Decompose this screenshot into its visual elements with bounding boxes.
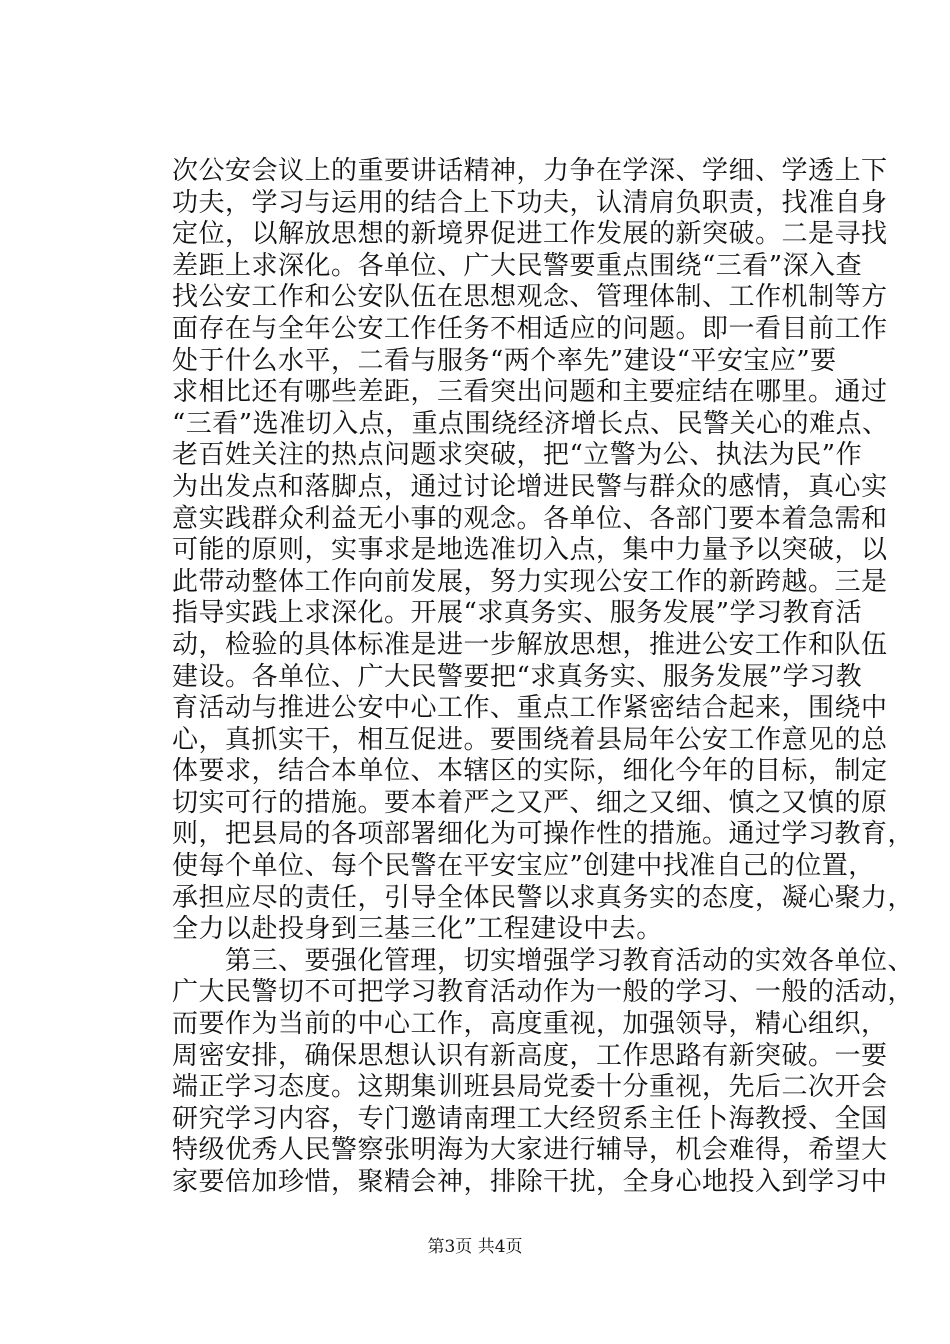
text-line: 育活动与推进公安中心工作、重点工作紧密结合起来，围绕中 <box>172 693 888 724</box>
text-line: 使每个单位、每个民警在平安宝应”创建中找准自己的位置， <box>172 851 875 882</box>
text-line: 心，真抓实干，相互促进。要围绕着县局年公安工作意见的总 <box>172 724 888 755</box>
text-line: 研究学习内容，专门邀请南理工大经贸系主任卜海教授、全国 <box>172 1103 888 1134</box>
text-line: 处于什么水平，二看与服务“两个率先”建设“平安宝应”要 <box>172 345 837 376</box>
text-line: 特级优秀人民警察张明海为大家进行辅导，机会难得，希望大 <box>172 1135 888 1166</box>
text-line: 建设。各单位、广大民警要把“求真务实、服务发展”学习教 <box>172 661 863 692</box>
text-line: 老百姓关注的热点问题求突破，把“立警为公、执法为民”作 <box>172 440 863 471</box>
text-line: 广大民警切不可把学习教育活动作为一般的学习、一般的活动， <box>172 977 915 1008</box>
text-line: 找公安工作和公安队伍在思想观念、管理体制、工作机制等方 <box>172 282 888 313</box>
page-number-footer: 第3页 共4页 <box>427 1237 523 1257</box>
text-line: 功夫，学习与运用的结合上下功夫，认清肩负职责，找准自身 <box>172 187 888 218</box>
text-line: 次公安会议上的重要讲话精神，力争在学深、学细、学透上下 <box>172 156 888 186</box>
text-line: 此带动整体工作向前发展，努力实现公安工作的新跨越。三是 <box>172 566 888 597</box>
text-line: 动，检验的具体标准是进一步解放思想，推进公安工作和队伍 <box>172 629 888 660</box>
text-line: 为出发点和落脚点，通过讨论增进民警与群众的感情，真心实 <box>172 471 888 502</box>
text-line: 周密安排，确保思想认识有新高度，工作思路有新突破。一要 <box>172 1040 888 1071</box>
text-line: “三看”选准切入点，重点围绕经济增长点、民警关心的难点、 <box>172 408 889 439</box>
text-line: 承担应尽的责任，引导全体民警以求真务实的态度，凝心聚力， <box>172 882 915 913</box>
text-line: 差距上求深化。各单位、广大民警要重点围绕“三看”深入查 <box>172 250 863 281</box>
text-line: 切实可行的措施。要本着严之又严、细之又细、慎之又慎的原 <box>172 787 888 818</box>
paragraph-start-line: 第三、要强化管理，切实增强学习教育活动的实效各单位、 <box>172 945 915 976</box>
text-line: 求相比还有哪些差距，三看突出问题和主要症结在哪里。通过 <box>172 377 888 408</box>
text-line: 指导实践上求深化。开展“求真务实、服务发展”学习教育活 <box>172 598 863 629</box>
text-line: 而要作为当前的中心工作，高度重视，加强领导，精心组织， <box>172 1009 888 1040</box>
text-line: 可能的原则，实事求是地选准切入点，集中力量予以突破，以 <box>172 535 888 566</box>
text-line: 端正学习态度。这期集训班县局党委十分重视，先后二次开会 <box>172 1072 888 1103</box>
text-line: 体要求，结合本单位、本辖区的实际，细化今年的目标，制定 <box>172 756 888 787</box>
text-line: 全力以赴投身到三基三化”工程建设中去。 <box>172 914 663 945</box>
document-body <box>172 156 915 1199</box>
text-line: 家要倍加珍惜，聚精会神，排除干扰，全身心地投入到学习中 <box>172 1167 888 1197</box>
text-line: 定位，以解放思想的新境界促进工作发展的新突破。二是寻找 <box>172 219 888 250</box>
text-line: 则，把县局的各项部署细化为可操作性的措施。通过学习教育， <box>172 819 915 850</box>
text-line: 意实践群众利益无小事的观念。各单位、各部门要本着急需和 <box>172 503 888 534</box>
text-line: 面存在与全年公安工作任务不相适应的问题。即一看目前工作 <box>172 313 888 344</box>
